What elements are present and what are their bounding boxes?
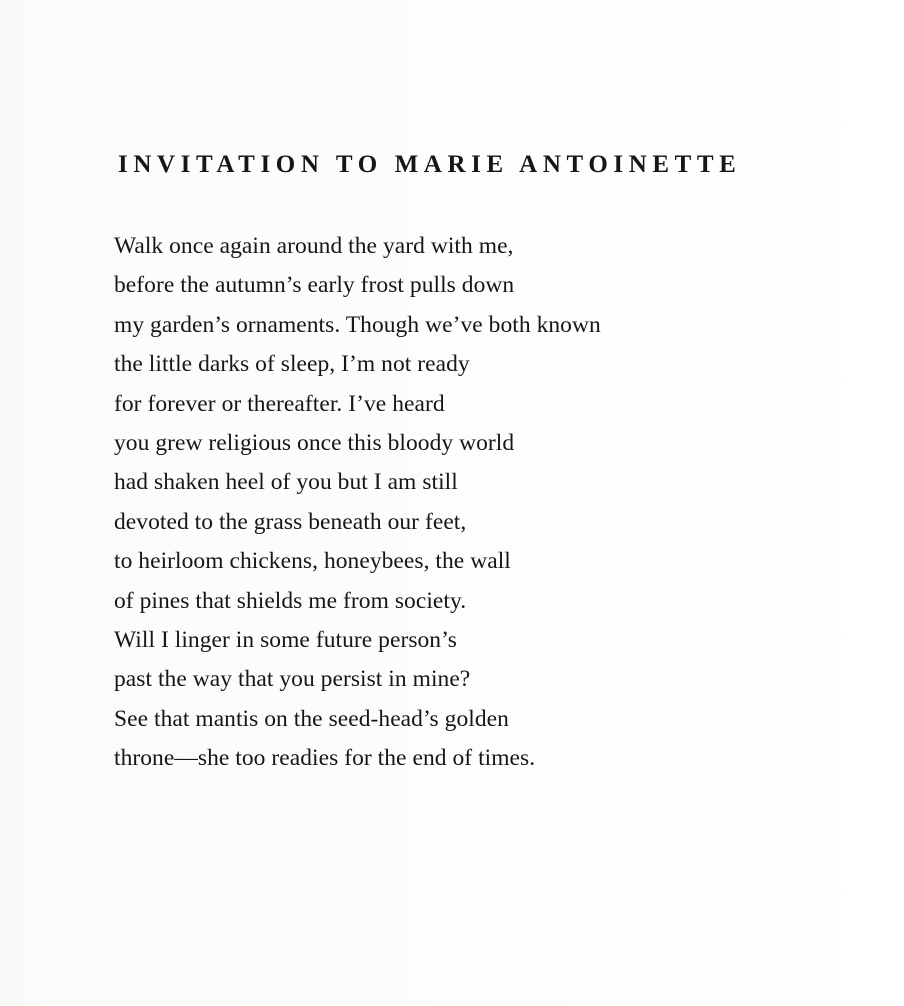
- poem-line: Will I linger in some future person’s: [114, 627, 457, 654]
- poem-title: INVITATION TO MARIE ANTOINETTE: [118, 151, 742, 178]
- poem-body: [114, 227, 814, 779]
- poem-line: before the autumn’s early frost pulls down: [114, 272, 515, 299]
- poem-line: to heirloom chickens, honeybees, the wall: [114, 548, 511, 575]
- poem-line: past the way that you persist in mine?: [114, 666, 471, 693]
- poem-line: my garden’s ornaments. Though we’ve both known: [114, 311, 601, 338]
- poem-line: you grew religious once this bloody world: [114, 430, 515, 457]
- poem-line: See that mantis on the seed-head’s golden: [114, 705, 509, 732]
- poem-container: [114, 148, 814, 779]
- poem-line: Walk once again around the yard with me,: [114, 233, 514, 259]
- poem-line: the little darks of sleep, I’m not ready: [114, 351, 470, 378]
- poem-line: of pines that shields me from society.: [114, 587, 467, 614]
- poem-line: throne—she too readies for the end of times.: [114, 745, 536, 772]
- poem-line: had shaken heel of you but I am still: [114, 469, 458, 496]
- poem-line: for forever or thereafter. I’ve heard: [114, 390, 445, 417]
- poem-line: devoted to the grass beneath our feet,: [114, 508, 467, 535]
